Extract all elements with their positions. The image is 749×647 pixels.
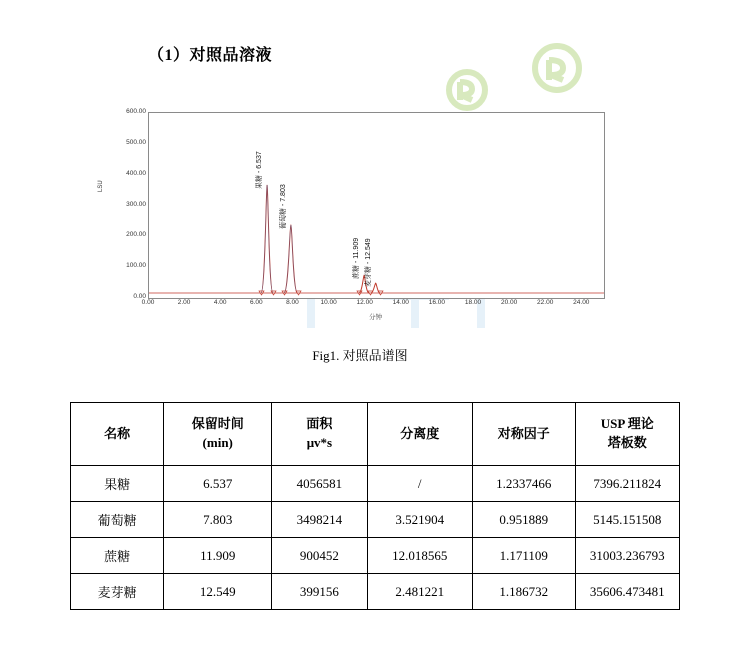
- header-line-2: μv*s: [306, 435, 333, 450]
- y-tick: 400.00: [126, 169, 146, 177]
- peak-label-sucrose: 蔗糖 - 11.909: [353, 237, 360, 279]
- cell-symmetry: 1.186732: [472, 574, 575, 610]
- cell-retention-time: 7.803: [164, 502, 272, 538]
- cell-area: 3498214: [272, 502, 367, 538]
- column-header-resolution: [367, 403, 472, 466]
- chromatogram-chart: [98, 100, 620, 363]
- table-header-row: [71, 403, 680, 466]
- chart-y-axis-label: LSU: [98, 180, 104, 192]
- x-tick: 10.00: [320, 299, 337, 306]
- chromatogram-trace: [149, 113, 604, 298]
- y-tick: 0.00: [133, 293, 146, 300]
- header-line-1: USP 理论: [600, 416, 654, 432]
- x-tick: 0.00: [141, 299, 155, 306]
- x-tick: 16.00: [428, 299, 446, 306]
- column-header-name: [71, 403, 164, 466]
- chart-plot-area: [148, 112, 605, 299]
- x-tick: 20.00: [500, 299, 518, 306]
- peak-label-fructose: 果糖 - 6.537: [256, 151, 263, 189]
- cell-resolution: 2.481221: [367, 574, 472, 610]
- header-line-1: 面积: [306, 416, 333, 432]
- column-header-symmetry: [472, 403, 575, 466]
- y-tick: 500.00: [126, 138, 146, 146]
- column-header-area: [272, 403, 367, 466]
- y-tick: 600.00: [126, 108, 146, 115]
- x-tick: 6.00: [249, 299, 263, 306]
- x-tick: 2.00: [177, 299, 191, 306]
- table-row: [71, 466, 680, 502]
- cell-retention-time: 12.549: [164, 574, 272, 610]
- cell-symmetry: 1.171109: [472, 538, 575, 574]
- x-tick: 22.00: [537, 299, 554, 306]
- header-line-1: 分离度: [400, 425, 440, 441]
- cell-usp-plates: 5145.151508: [575, 502, 679, 538]
- chart-x-axis-ticks: [141, 299, 603, 313]
- cell-name: 麦芽糖: [71, 574, 164, 610]
- chart-y-axis-ticks: [100, 108, 146, 300]
- cell-usp-plates: 7396.211824: [575, 466, 679, 502]
- results-table: [70, 402, 680, 610]
- x-tick: 18.00: [464, 299, 482, 306]
- cell-symmetry: 0.951889: [472, 502, 575, 538]
- cell-area: 399156: [272, 574, 367, 610]
- cell-name: 果糖: [71, 466, 164, 502]
- figure-caption: Fig1. 对照品谱图: [312, 348, 408, 363]
- page-title: （1）对照品溶液: [148, 47, 273, 64]
- header-line-2: (min): [202, 435, 233, 450]
- chart-x-axis-label: 分钟: [369, 314, 382, 321]
- header-line-1: 名称: [104, 425, 131, 441]
- table-row: [71, 538, 680, 574]
- cell-usp-plates: 35606.473481: [575, 574, 679, 610]
- cell-name: 蔗糖: [71, 538, 164, 574]
- table-row: [71, 574, 680, 610]
- header-line-1: 对称因子: [497, 425, 550, 441]
- header-line-2: 塔板数: [607, 435, 647, 450]
- x-tick: 4.00: [213, 299, 227, 306]
- cell-usp-plates: 31003.236793: [575, 538, 679, 574]
- cell-resolution: 12.018565: [367, 538, 472, 574]
- peak-label-glucose: 葡萄糖 - 7.803: [280, 184, 287, 229]
- y-tick: 100.00: [126, 262, 146, 270]
- cell-resolution: /: [367, 466, 472, 502]
- header-line-1: 保留时间: [191, 416, 244, 432]
- y-tick: 300.00: [126, 200, 146, 208]
- cell-symmetry: 1.2337466: [472, 466, 575, 502]
- cell-name: 葡萄糖: [71, 502, 164, 538]
- cell-area: 4056581: [272, 466, 367, 502]
- peak-label-maltose: 麦芽糖 - 12.549: [365, 238, 372, 287]
- x-tick: 24.00: [573, 299, 590, 306]
- x-tick: 8.00: [286, 299, 299, 306]
- cell-retention-time: 6.537: [164, 466, 272, 502]
- cell-retention-time: 11.909: [164, 538, 272, 574]
- cell-resolution: 3.521904: [367, 502, 472, 538]
- y-tick: 200.00: [126, 231, 146, 239]
- table-row: [71, 502, 680, 538]
- x-tick: 12.00: [356, 299, 373, 306]
- cell-area: 900452: [272, 538, 367, 574]
- x-tick: 14.00: [392, 299, 409, 306]
- column-header-usp-plates: [575, 403, 679, 466]
- column-header-retention-time: [164, 403, 272, 466]
